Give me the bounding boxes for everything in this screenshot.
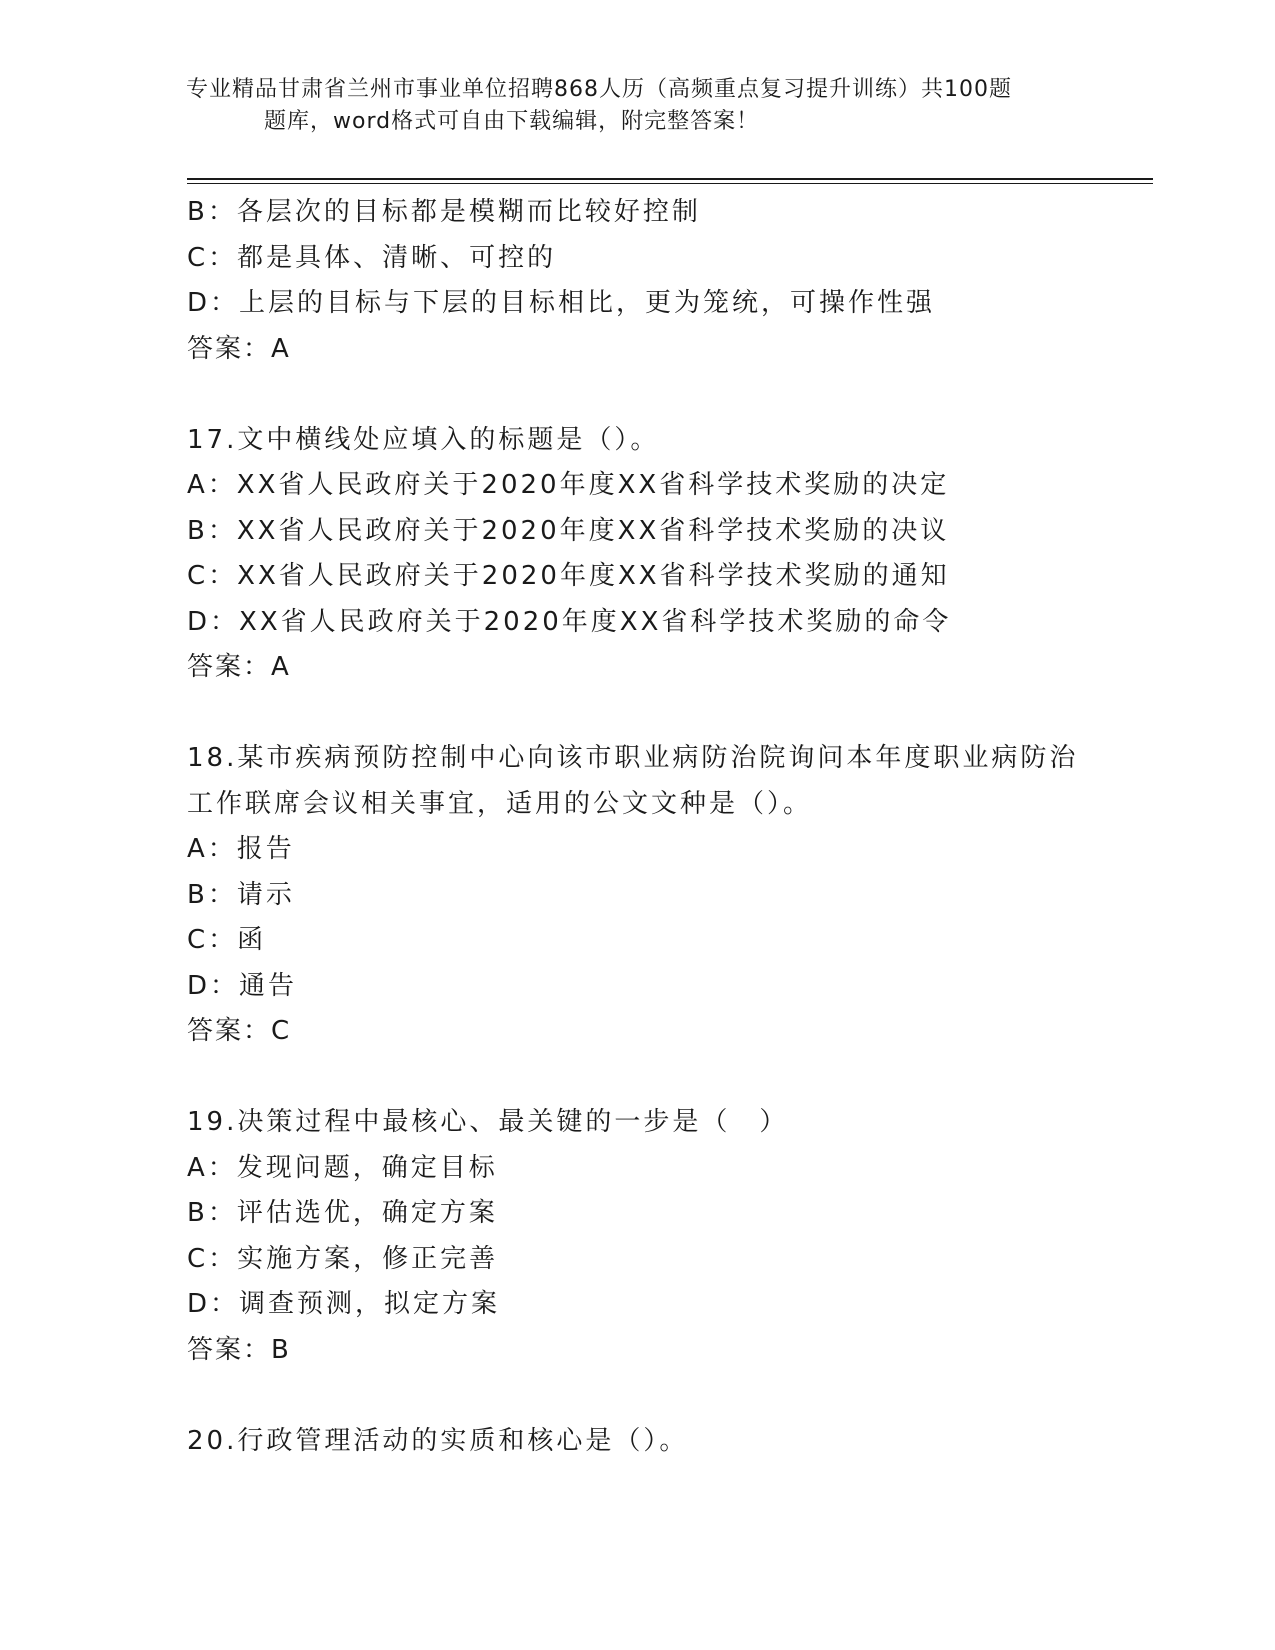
option-b: B：请示 (187, 879, 295, 910)
option-c: C：都是具体、清晰、可控的 (187, 242, 557, 273)
option-d: D：上层的目标与下层的目标相比，更为笼统，可操作性强 (187, 288, 936, 318)
answer-line: 答案：B (187, 1334, 291, 1365)
question-stem: 20.行政管理活动的实质和核心是（）。 (187, 1425, 689, 1456)
option-d: D：XX省人民政府关于2020年度XX省科学技术奖励的命令 (187, 606, 952, 637)
answer-line: 答案：A (187, 333, 291, 364)
option-b: B：评估选优，确定方案 (187, 1198, 498, 1228)
option-c: C：XX省人民政府关于2020年度XX省科学技术奖励的通知 (187, 561, 950, 591)
option-a: A：发现问题，确定目标 (187, 1152, 498, 1183)
option-d: D：调查预测，拟定方案 (187, 1289, 501, 1319)
option-b: B：各层次的目标都是模糊而比较好控制 (187, 197, 701, 227)
option-c: C：实施方案，修正完善 (187, 1243, 499, 1274)
header-divider-thick (187, 178, 1153, 180)
answer-line: 答案：A (187, 652, 291, 682)
question-18 (187, 736, 1107, 1055)
spacer (187, 691, 1107, 737)
header-divider-thin (187, 183, 1153, 184)
option-d: D：通告 (187, 970, 298, 1001)
option-a: A：报告 (187, 834, 295, 864)
spacer (187, 1055, 1107, 1101)
question-list (187, 190, 1107, 1464)
question-stem: 18.某市疾病预防控制中心向该市职业病防治院询问本年度职业病防治 (187, 743, 1079, 773)
question-stem: 19.决策过程中最核心、最关键的一步是（ ） (187, 1107, 789, 1137)
option-c: C：函 (187, 925, 267, 955)
question-stem-continued: 工作联席会议相关事宜，适用的公文文种是（）。 (187, 788, 813, 819)
question-17 (187, 418, 1107, 691)
question-20 (187, 1419, 1107, 1465)
answer-line: 答案：C (187, 1016, 292, 1046)
spacer (187, 1373, 1107, 1419)
question-stem: 17.文中横线处应填入的标题是（）。 (187, 424, 660, 455)
spacer (187, 372, 1107, 418)
header-title-line-1: 专业精品甘肃省兰州市事业单位招聘868人历（高频重点复习提升训练）共100题 (186, 77, 1012, 102)
option-b: B：XX省人民政府关于2020年度XX省科学技术奖励的决议 (187, 515, 950, 546)
page-header (186, 74, 1086, 138)
question-16-continuation (187, 190, 1107, 372)
option-a: A：XX省人民政府关于2020年度XX省科学技术奖励的决定 (187, 470, 950, 500)
question-19 (187, 1100, 1107, 1373)
header-title-line-2: 题库，word格式可自由下载编辑，附完整答案！ (264, 109, 760, 134)
